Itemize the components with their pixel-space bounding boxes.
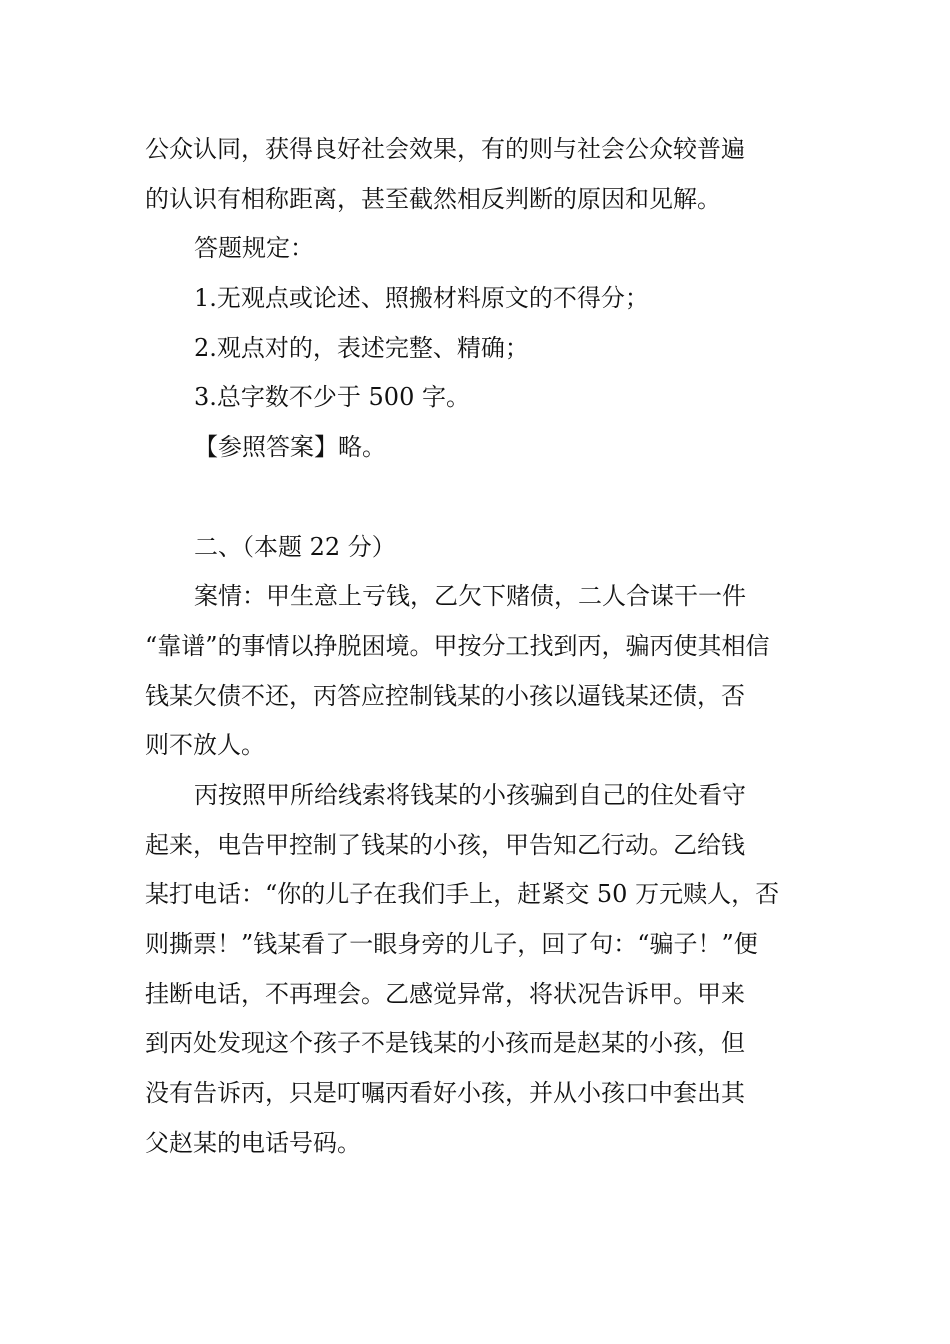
paragraph-line: 的认识有相称距离，甚至截然相反判断的原因和见解。 xyxy=(145,184,721,213)
document-body xyxy=(145,125,810,1168)
case-paragraph-line: 案情：甲生意上亏钱，乙欠下赌债，二人合谋干一件 xyxy=(194,582,746,611)
case-paragraph-line: “靠谱”的事情以挣脱困境。甲按分工找到丙，骗丙使其相信 xyxy=(145,631,770,660)
requirement-item: 3.总字数不少于 500 字。 xyxy=(194,383,470,412)
case-paragraph-line: 到丙处发现这个孩子不是钱某的小孩而是赵某的小孩，但 xyxy=(145,1029,745,1058)
case-paragraph-line: 没有告诉丙，只是叮嘱丙看好小孩，并从小孩口中套出其 xyxy=(145,1079,745,1108)
case-paragraph-line: 父赵某的电话号码。 xyxy=(145,1128,361,1157)
requirement-item: 2.观点对的，表述完整、精确； xyxy=(194,333,529,362)
case-paragraph-line: 挂断电话，不再理会。乙感觉异常，将状况告诉甲。甲来 xyxy=(145,979,745,1008)
case-paragraph-line: 则不放人。 xyxy=(145,731,265,760)
reference-answer: 【参照答案】略。 xyxy=(194,433,386,462)
requirement-item: 1.无观点或论述、照搬材料原文的不得分； xyxy=(194,284,649,313)
case-paragraph-line: 钱某欠债不还，丙答应控制钱某的小孩以逼钱某还债，否 xyxy=(145,681,745,710)
section-heading: 二、（本题 22 分） xyxy=(194,532,396,561)
requirements-heading: 答题规定： xyxy=(194,234,314,263)
paragraph-line: 公众认同，获得良好社会效果，有的则与社会公众较普遍 xyxy=(145,135,745,163)
case-paragraph-line: 起来，电告甲控制了钱某的小孩，甲告知乙行动。乙给钱 xyxy=(145,830,745,859)
case-paragraph-line: 丙按照甲所给线索将钱某的小孩骗到自己的住处看守 xyxy=(194,780,746,809)
case-paragraph-line: 某打电话：“你的儿子在我们手上，赶紧交 50 万元赎人，否 xyxy=(145,880,780,909)
case-paragraph-line: 则撕票！”钱某看了一眼身旁的儿子，回了句：“骗子！”便 xyxy=(145,930,758,958)
blank-line xyxy=(145,473,810,523)
